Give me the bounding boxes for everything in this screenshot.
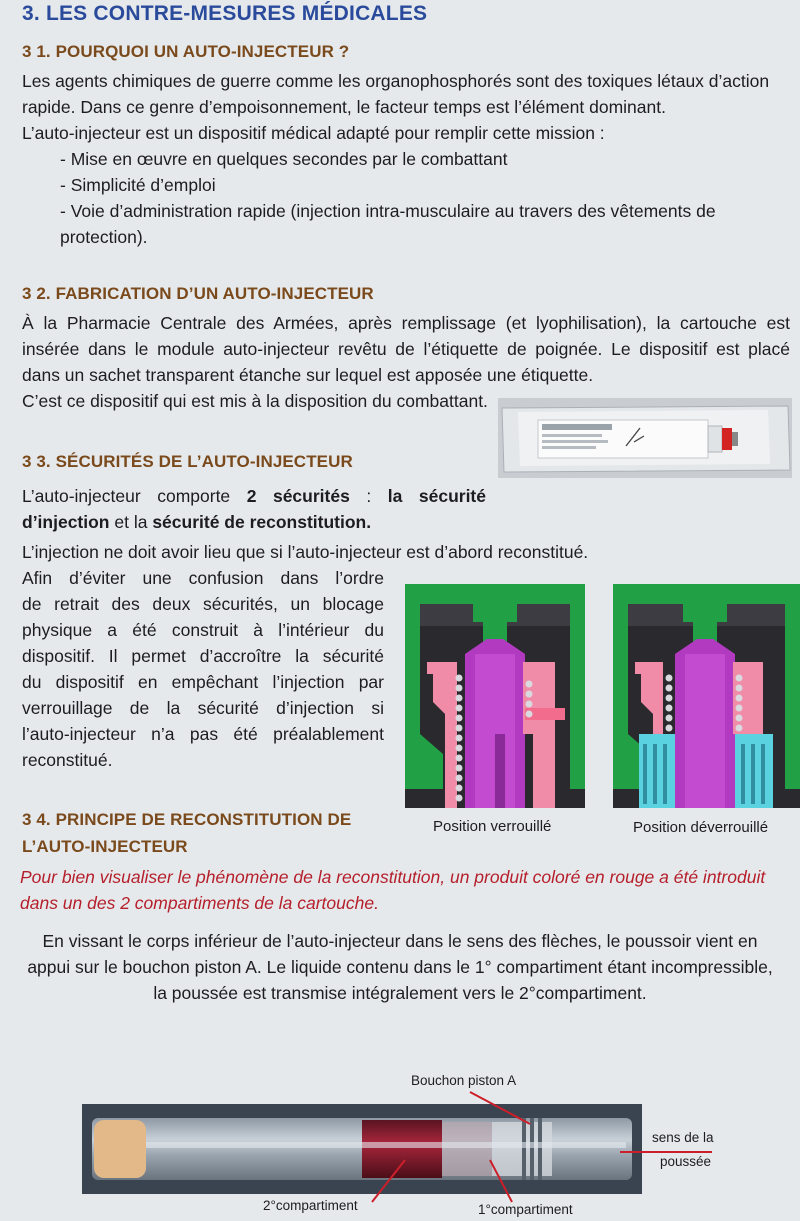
list-item: - Simplicité d’emploi bbox=[60, 175, 216, 195]
label-compartiment-2: 2°compartiment bbox=[263, 1198, 358, 1213]
text-line: rapide. Dans ce genre d’empoisonnement, le facteur temps est l’élément dominant. bbox=[22, 97, 666, 117]
text-line: physique a été construit à l’intérieur du bbox=[22, 620, 384, 640]
sealed-pouch-image bbox=[498, 398, 792, 478]
label-bouchon-piston: Bouchon piston A bbox=[411, 1073, 517, 1088]
list-item: protection). bbox=[60, 227, 148, 247]
text-line: Afin d’éviter une confusion dans l’ordre bbox=[22, 568, 384, 588]
caption-position-locked: Position verrouillé bbox=[433, 818, 552, 835]
label-sens-poussee-1: sens de la bbox=[652, 1130, 714, 1145]
section-3-3-intro bbox=[22, 483, 486, 535]
text-line: insérée dans le module auto-injecteur revêtu de l’étiquette de poignée. Le dispositif est placé bbox=[22, 339, 790, 359]
text-line: dans un des 2 compartiments de la cartouche. bbox=[20, 893, 379, 913]
text-line: reconstitué. bbox=[22, 750, 113, 770]
section-3-3-paragraph-3 bbox=[22, 565, 384, 773]
text-line: C’est ce dispositif qui est mis à la disposition du combattant. bbox=[22, 391, 488, 411]
text-line: L’auto-injecteur comporte 2 sécurités : la sécurité bbox=[22, 486, 486, 506]
text-line: verrouillage de la sécurité d’injection si bbox=[22, 698, 384, 718]
diagram-position-unlocked bbox=[613, 584, 800, 808]
text-line: En vissant le corps inférieur de l’auto-injecteur dans le sens des flèches, le poussoir vient en bbox=[42, 931, 758, 951]
text-line: Les agents chimiques de guerre comme les organophosphorés sont des toxiques létaux d’action bbox=[22, 71, 770, 91]
section-3-2-heading: 3 2. FABRICATION D’UN AUTO-INJECTEUR bbox=[22, 284, 374, 303]
text-line: À la Pharmacie Centrale des Armées, après remplissage (et lyophilisation), la cartouche est bbox=[22, 313, 790, 333]
section-3-3-paragraph-2: L’injection ne doit avoir lieu que si l’auto-injecteur est d’abord reconstitué. bbox=[22, 542, 589, 562]
text-line: dans un sachet transparent étanche sur lequel est apposée une étiquette. bbox=[22, 365, 594, 385]
callout-lines bbox=[0, 1080, 800, 1221]
section-3-4-paragraph bbox=[0, 928, 800, 1006]
text-line: d’injection et la sécurité de reconstitution. bbox=[22, 512, 372, 532]
label-compartiment-1: 1°compartiment bbox=[478, 1202, 573, 1217]
text-line: appui sur le bouchon piston A. Le liquide contenu dans le 1° compartiment étant incompressible, bbox=[27, 957, 773, 977]
list-item: - Voie d’administration rapide (injection intra-musculaire au travers des vêtements de bbox=[60, 201, 716, 221]
text-line: dispositif. Il permet d’accroître la sécurité bbox=[22, 646, 384, 666]
text-line: du dispositif en empêchant l’injection par bbox=[22, 672, 384, 692]
list-item: - Mise en œuvre en quelques secondes par le combattant bbox=[60, 149, 508, 169]
section-3-4-note bbox=[20, 864, 765, 916]
text-line: de retrait des deux sécurités, un blocage bbox=[22, 594, 384, 614]
section-3-1-paragraph-1 bbox=[22, 68, 769, 146]
section-3-1-heading: 3 1. POURQUOI UN AUTO-INJECTEUR ? bbox=[22, 42, 350, 61]
section-3-1-list bbox=[60, 146, 716, 250]
page-title: 3. LES CONTRE-MESURES MÉDICALES bbox=[22, 2, 428, 25]
label-sens-poussee-2: poussée bbox=[660, 1154, 712, 1169]
section-3-4-heading: 3 4. PRINCIPE DE RECONSTITUTION DE L’AUTO-INJECTEUR bbox=[22, 810, 352, 856]
diagram-position-locked bbox=[405, 584, 585, 808]
text-line: l’auto-injecteur n’a pas été préalablement bbox=[22, 724, 384, 744]
text-line: la poussée est transmise intégralement vers le 2°compartiment. bbox=[153, 983, 647, 1003]
caption-position-unlocked: Position déverrouillé bbox=[633, 819, 769, 836]
section-3-3-heading: 3 3. SÉCURITÉS DE L’AUTO-INJECTEUR bbox=[22, 452, 353, 471]
text-line: L’auto-injecteur est un dispositif médical adapté pour remplir cette mission : bbox=[22, 123, 605, 143]
text-line: Pour bien visualiser le phénomène de la reconstitution, un produit coloré en rouge a été introduit bbox=[20, 867, 766, 887]
